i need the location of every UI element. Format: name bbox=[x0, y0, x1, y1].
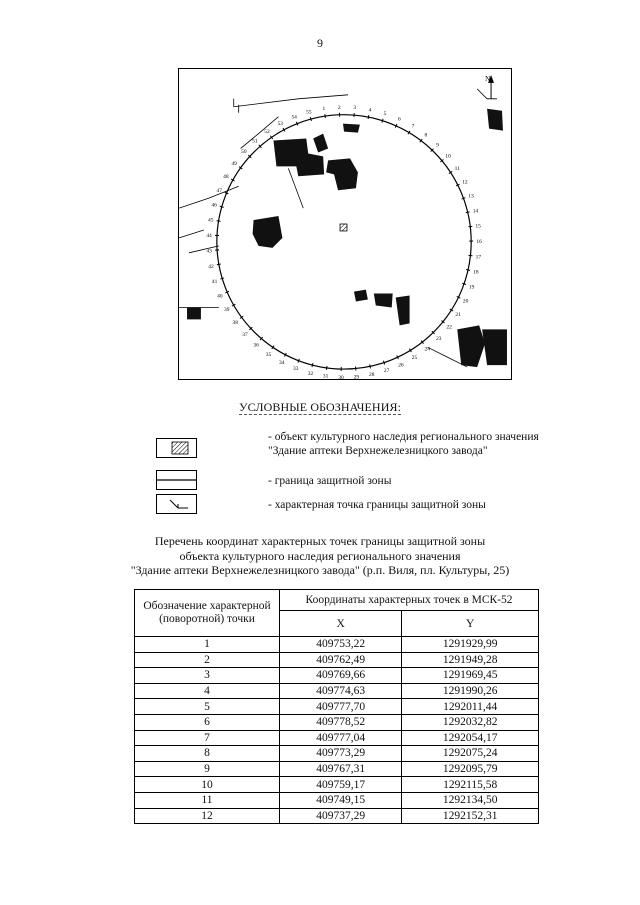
boundary-point-label: 25 bbox=[411, 355, 418, 362]
boundary-point-label: 44 bbox=[206, 233, 212, 240]
boundary-point-label: 46 bbox=[211, 202, 217, 209]
table-row bbox=[135, 699, 539, 715]
boundary-point-label: 41 bbox=[211, 278, 218, 285]
header-coordinates: Координаты характерных точек в МСК-52 bbox=[280, 590, 539, 611]
boundary-point-marker bbox=[220, 206, 224, 207]
boundary-point-marker bbox=[368, 115, 369, 119]
boundary-point-marker bbox=[466, 269, 470, 270]
x-coordinate-cell: 409777,70 bbox=[280, 699, 402, 715]
boundary-point-label: 12 bbox=[462, 179, 468, 186]
y-coordinate-cell: 1292115,58 bbox=[402, 777, 539, 793]
x-coordinate-cell: 409773,29 bbox=[280, 746, 402, 762]
x-coordinate-cell: 409737,29 bbox=[280, 808, 402, 824]
boundary-point-marker bbox=[217, 221, 221, 222]
table-row bbox=[135, 792, 539, 808]
point-number-cell: 8 bbox=[135, 746, 280, 762]
legend-text-heritage: - объект культурного наследия регионального значения "Здание аптеки Верхнежелезницкого завода" bbox=[268, 431, 539, 457]
boundary-point-label: 55 bbox=[306, 109, 312, 116]
boundary-point-marker bbox=[312, 363, 313, 367]
x-coordinate-cell: 409759,17 bbox=[280, 777, 402, 793]
boundary-point-marker bbox=[310, 117, 311, 121]
boundary-point-marker bbox=[370, 364, 371, 368]
table-row bbox=[135, 777, 539, 793]
boundary-point-label: 11 bbox=[454, 166, 460, 173]
protection-zone-boundary bbox=[217, 115, 471, 369]
page-number: 9 bbox=[317, 36, 323, 50]
point-number-cell: 4 bbox=[135, 683, 280, 699]
site-plan-drawing bbox=[179, 69, 511, 379]
boundary-point-label: 45 bbox=[207, 217, 214, 224]
x-coordinate-cell: 409762,49 bbox=[280, 652, 402, 668]
boundary-line-icon bbox=[156, 470, 197, 490]
boundary-point-marker bbox=[462, 198, 466, 199]
boundary-points bbox=[206, 105, 482, 379]
boundary-point-label: 49 bbox=[231, 161, 237, 168]
point-number-cell: 7 bbox=[135, 730, 280, 746]
boundary-point-label: 34 bbox=[278, 359, 285, 366]
legend-item-point bbox=[0, 494, 640, 516]
coordinates-table bbox=[134, 589, 539, 824]
boundary-point-marker bbox=[325, 114, 326, 118]
boundary-point-label: 29 bbox=[353, 374, 360, 379]
x-coordinate-cell: 409749,15 bbox=[280, 792, 402, 808]
coordinates-list-title bbox=[0, 534, 640, 578]
boundary-point-label: 54 bbox=[291, 114, 297, 121]
boundary-point-label: 8 bbox=[424, 132, 428, 139]
boundary-point-label: 38 bbox=[232, 319, 238, 326]
point-number-cell: 10 bbox=[135, 777, 280, 793]
point-number-cell: 5 bbox=[135, 699, 280, 715]
y-coordinate-cell: 1291929,99 bbox=[402, 637, 539, 653]
boundary-point-marker bbox=[220, 278, 224, 279]
boundary-point-label: 16 bbox=[476, 239, 482, 246]
list-title-line-1: Перечень координат характерных точек границы защитной зоны bbox=[154, 534, 486, 548]
table-row bbox=[135, 808, 539, 824]
table-row bbox=[135, 668, 539, 684]
x-coordinate-cell: 409774,63 bbox=[280, 683, 402, 699]
legend-item-boundary bbox=[0, 470, 640, 492]
boundary-point-label: 14 bbox=[472, 208, 479, 215]
header-x: X bbox=[280, 611, 402, 637]
boundary-point-label: 18 bbox=[473, 269, 479, 276]
boundary-point-label: 48 bbox=[223, 174, 229, 181]
table-row bbox=[135, 761, 539, 777]
boundary-point-label: 3 bbox=[353, 105, 357, 112]
y-coordinate-cell: 1292054,17 bbox=[402, 730, 539, 746]
boundary-point-label: 9 bbox=[436, 142, 439, 149]
boundary-point-label: 1 bbox=[322, 106, 326, 113]
point-number-cell: 1 bbox=[135, 637, 280, 653]
y-coordinate-cell: 1292095,79 bbox=[402, 761, 539, 777]
point-number-cell: 3 bbox=[135, 668, 280, 684]
boundary-point-marker bbox=[326, 366, 327, 370]
x-coordinate-cell: 409753,22 bbox=[280, 637, 402, 653]
boundary-point-marker bbox=[217, 264, 221, 265]
boundary-point-label: 6 bbox=[397, 116, 401, 123]
buildings bbox=[187, 109, 507, 367]
x-coordinate-cell: 409769,66 bbox=[280, 668, 402, 684]
boundary-point-label: 28 bbox=[368, 372, 375, 379]
boundary-point-label: 40 bbox=[217, 293, 223, 300]
hatched-rectangle-icon bbox=[156, 438, 197, 458]
boundary-point-label: 53 bbox=[277, 120, 283, 127]
y-coordinate-cell: 1292011,44 bbox=[402, 699, 539, 715]
y-coordinate-cell: 1292134,50 bbox=[402, 792, 539, 808]
boundary-point-label: 36 bbox=[253, 342, 259, 349]
boundary-point-label: 51 bbox=[252, 138, 258, 145]
boundary-point-label: 33 bbox=[293, 366, 299, 373]
boundary-point-label: 27 bbox=[383, 368, 390, 375]
point-number-cell: 2 bbox=[135, 652, 280, 668]
boundary-point-label: 10 bbox=[445, 153, 451, 160]
legend-title bbox=[0, 400, 640, 415]
y-coordinate-cell: 1292152,31 bbox=[402, 808, 539, 824]
boundary-point-marker bbox=[298, 359, 299, 363]
boundary-point-label: 42 bbox=[208, 263, 214, 270]
north-arrow-icon bbox=[485, 75, 494, 99]
boundary-point-marker bbox=[383, 361, 384, 365]
point-number-cell: 9 bbox=[135, 761, 280, 777]
north-label: N bbox=[485, 74, 491, 83]
table-row bbox=[135, 652, 539, 668]
boundary-point-marker bbox=[225, 192, 229, 194]
boundary-point-label: 13 bbox=[468, 193, 474, 200]
boundary-point-label: 47 bbox=[216, 188, 222, 195]
boundary-point-label: 19 bbox=[468, 284, 475, 291]
boundary-point-label: 7 bbox=[411, 123, 415, 130]
boundary-point-marker bbox=[462, 283, 466, 284]
boundary-point-marker bbox=[382, 119, 383, 123]
boundary-point-marker bbox=[296, 122, 297, 126]
boundary-point-label: 5 bbox=[383, 111, 387, 118]
boundary-point-label: 31 bbox=[322, 373, 329, 379]
table-row bbox=[135, 746, 539, 762]
boundary-point-label: 21 bbox=[455, 312, 461, 319]
boundary-point-label: 50 bbox=[241, 149, 247, 156]
header-designation: Обозначение характерной (поворотной) точки bbox=[135, 590, 280, 637]
y-coordinate-cell: 1292075,24 bbox=[402, 746, 539, 762]
table-row bbox=[135, 637, 539, 653]
x-coordinate-cell: 409778,52 bbox=[280, 714, 402, 730]
y-coordinate-cell: 1291990,26 bbox=[402, 683, 539, 699]
boundary-point-label: 17 bbox=[475, 254, 482, 261]
boundary-point-label: 43 bbox=[206, 248, 212, 255]
legend-text-point: - характерная точка границы защитной зоны bbox=[268, 499, 486, 511]
point-marker-icon bbox=[156, 494, 197, 514]
table-row bbox=[135, 730, 539, 746]
boundary-point-label: 37 bbox=[242, 331, 248, 338]
boundary-point-marker bbox=[466, 212, 470, 213]
boundary-point-label: 15 bbox=[475, 223, 481, 230]
list-title-line-2: объекта культурного наследия регионального значения bbox=[179, 548, 461, 563]
table-row bbox=[135, 714, 539, 730]
y-coordinate-cell: 1292032,82 bbox=[402, 714, 539, 730]
legend-text-boundary: - граница защитной зоны bbox=[268, 475, 392, 487]
point-number-cell: 12 bbox=[135, 808, 280, 824]
legend-title-text: УСЛОВНЫЕ ОБОЗНАЧЕНИЯ: bbox=[238, 400, 402, 414]
point-number-cell: 6 bbox=[135, 714, 280, 730]
coordinates-table-body bbox=[135, 637, 539, 824]
boundary-point-label: 35 bbox=[265, 351, 272, 358]
point-number-cell: 11 bbox=[135, 792, 280, 808]
heritage-object bbox=[340, 224, 347, 231]
boundary-point-label: 24 bbox=[424, 346, 430, 353]
legend-item-heritage bbox=[0, 430, 640, 470]
table-row bbox=[135, 683, 539, 699]
boundary-point-label: 52 bbox=[264, 128, 270, 135]
boundary-point-label: 4 bbox=[368, 107, 372, 114]
x-coordinate-cell: 409767,31 bbox=[280, 761, 402, 777]
boundary-point-label: 2 bbox=[337, 104, 341, 111]
boundary-point-label: 30 bbox=[338, 374, 344, 379]
boundary-point-label: 22 bbox=[446, 324, 452, 331]
y-coordinate-cell: 1291969,45 bbox=[402, 668, 539, 684]
boundary-point-label: 39 bbox=[224, 307, 230, 314]
x-coordinate-cell: 409777,04 bbox=[280, 730, 402, 746]
boundary-point-label: 20 bbox=[462, 298, 469, 305]
y-coordinate-cell: 1291949,28 bbox=[402, 652, 539, 668]
boundary-point-label: 23 bbox=[436, 336, 442, 343]
header-y: Y bbox=[402, 611, 539, 637]
site-plan-map bbox=[178, 68, 512, 380]
boundary-point-label: 32 bbox=[307, 370, 314, 377]
list-title-line-3: "Здание аптеки Верхнежелезницкого завода" (р.п. Виля, пл. Культуры, 25) bbox=[130, 563, 510, 577]
boundary-point-label: 26 bbox=[398, 362, 404, 369]
